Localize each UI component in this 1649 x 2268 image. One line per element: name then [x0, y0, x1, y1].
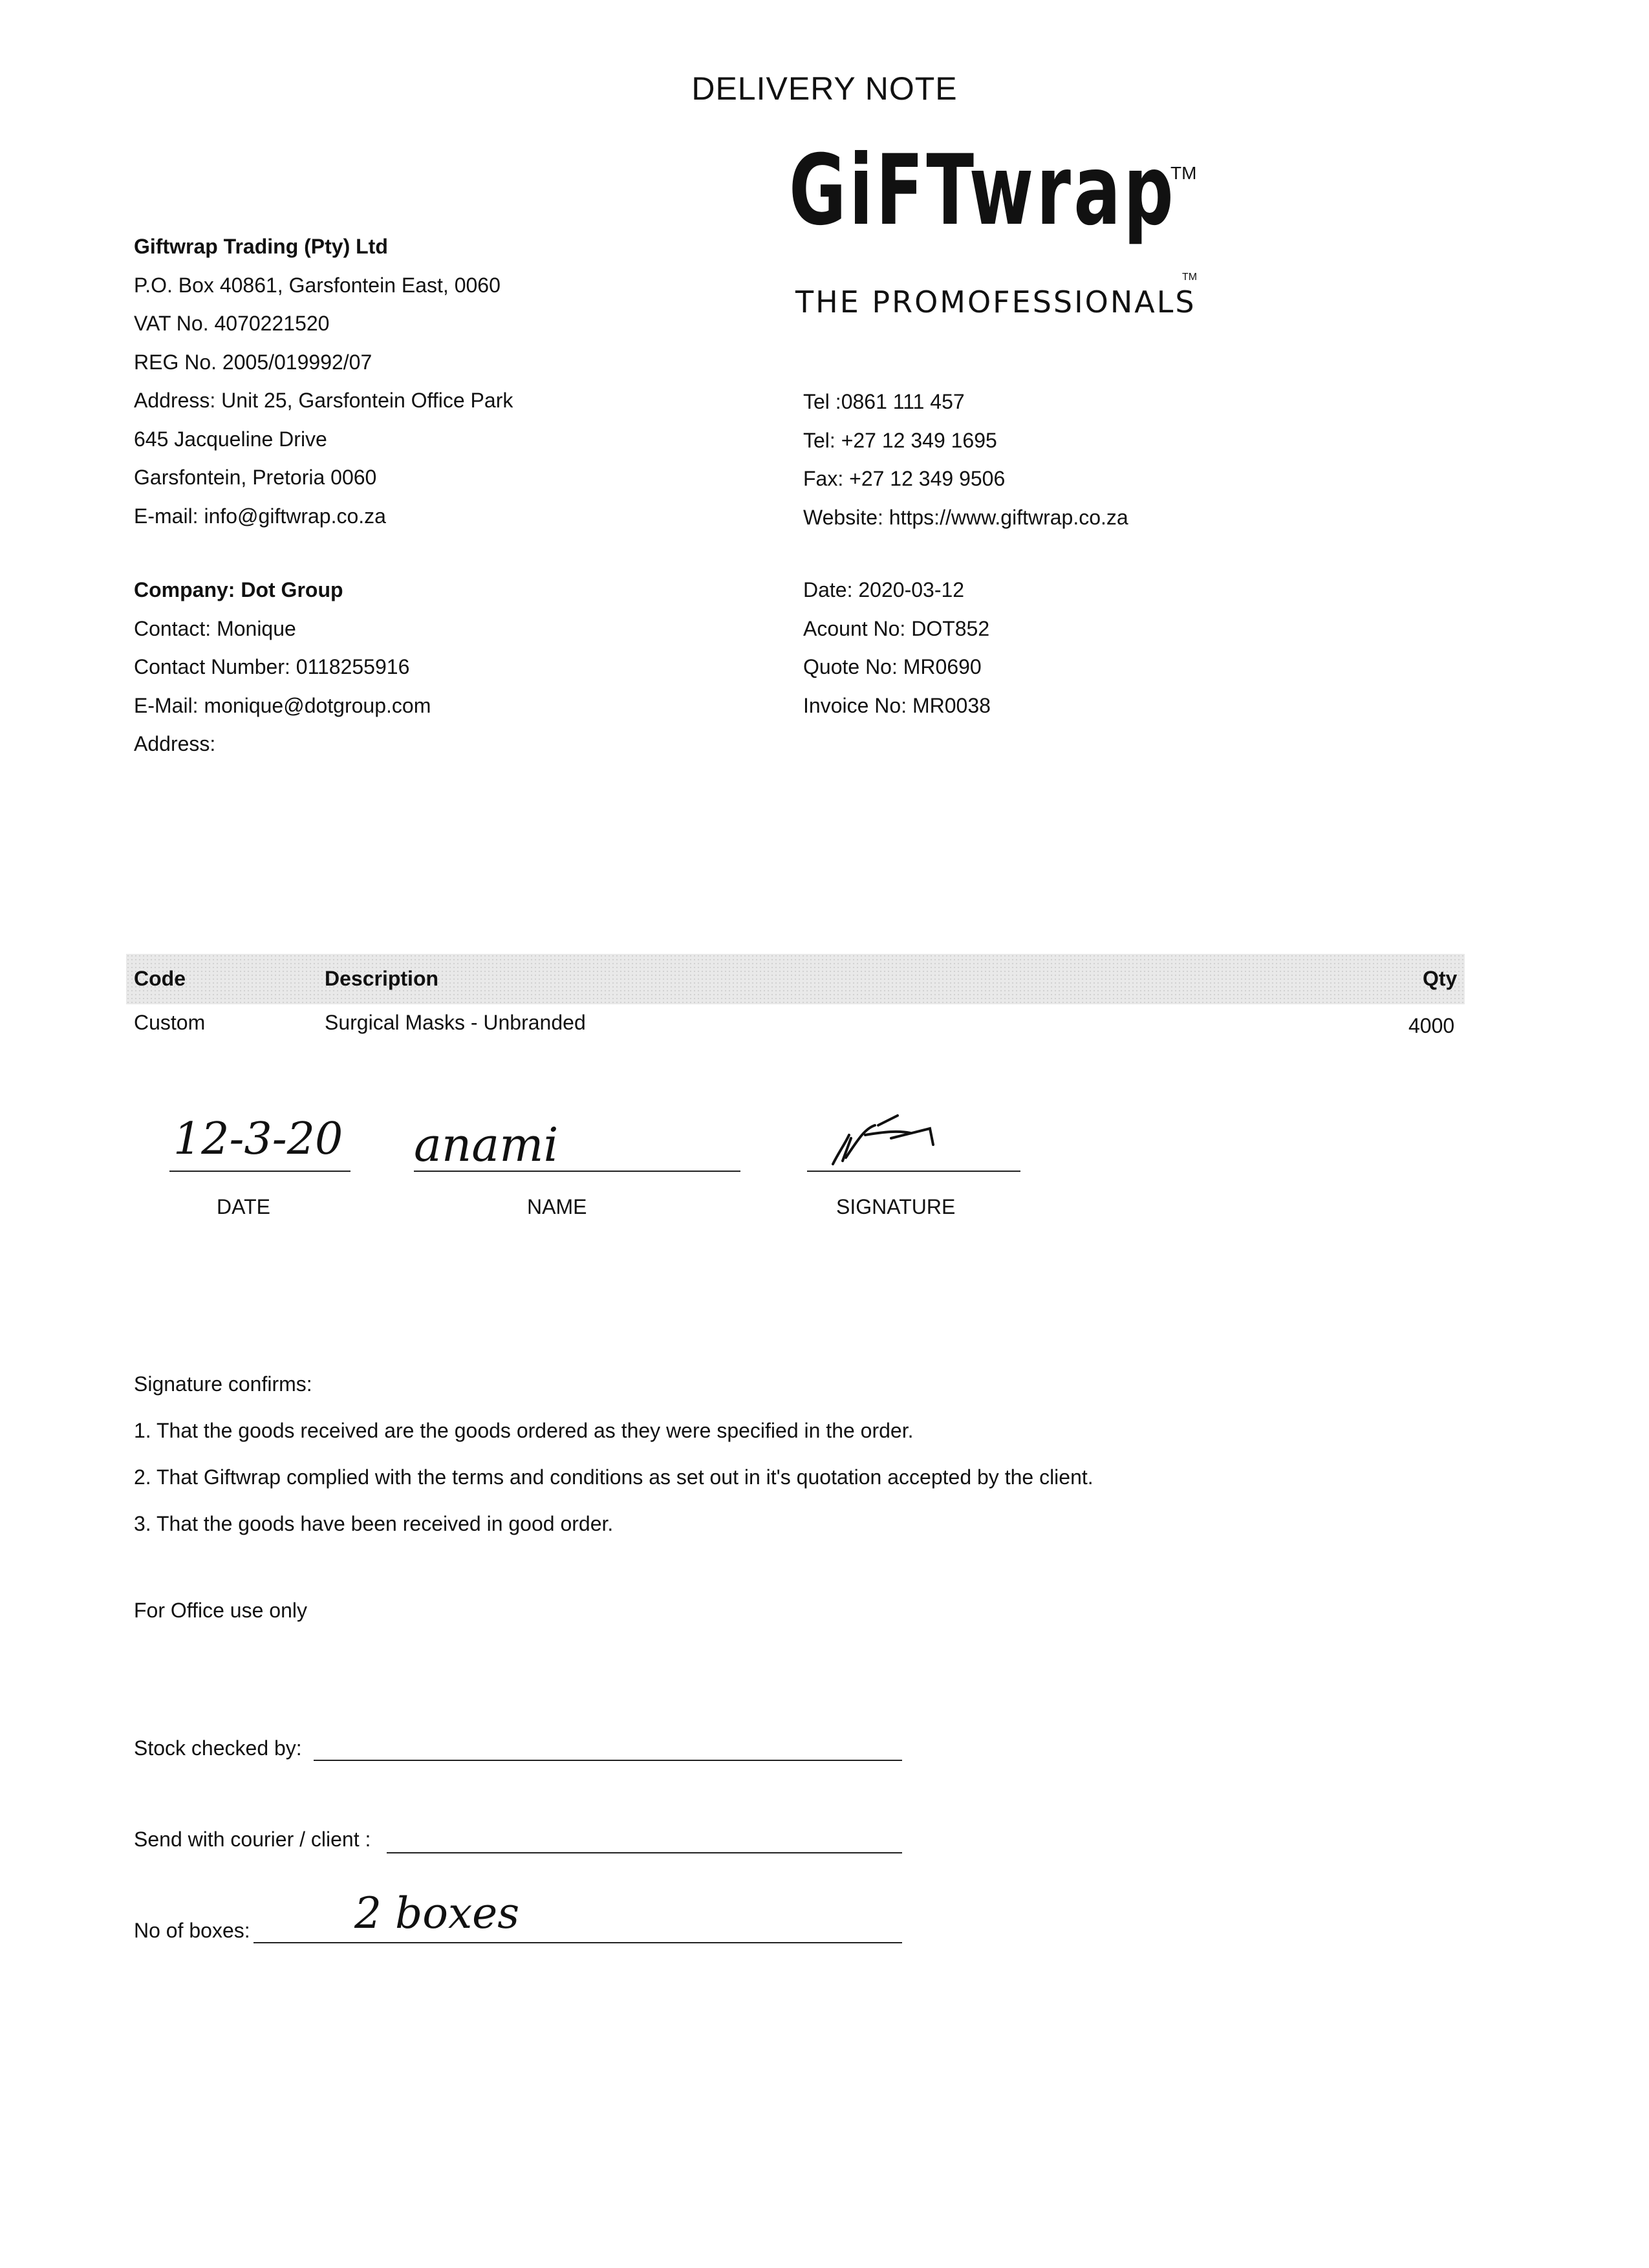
no-of-boxes-field: [253, 1942, 902, 1943]
sender-po-box: P.O. Box 40861, Garsfontein East, 0060: [134, 273, 501, 297]
confirmation-item: 1. That the goods received are the goods ordered as they were specified in the order.: [134, 1419, 914, 1442]
column-header-description: Description: [325, 967, 439, 990]
date-label: DATE: [217, 1195, 270, 1218]
send-with-label: Send with courier / client :: [134, 1828, 371, 1851]
contact-website: Website: https://www.giftwrap.co.za: [803, 505, 1128, 529]
column-header-code: Code: [134, 967, 186, 990]
stock-checked-field: [314, 1760, 902, 1761]
invoice-date: Date: 2020-03-12: [803, 578, 965, 601]
sender-reg: REG No. 2005/019992/07: [134, 350, 372, 374]
tagline-trademark: TM: [1182, 272, 1198, 283]
handwritten-boxes: 2 boxes: [354, 1888, 520, 1938]
column-header-qty: Qty: [1423, 967, 1458, 990]
send-with-field: [387, 1852, 902, 1853]
contact-fax: Fax: +27 12 349 9506: [803, 467, 1006, 490]
document-title: DELIVERY NOTE: [691, 70, 958, 107]
sender-email: E-mail: info@giftwrap.co.za: [134, 504, 386, 528]
customer-contact: Contact: Monique: [134, 616, 296, 640]
sender-details: [134, 228, 513, 535]
handwritten-date: 12-3-20: [173, 1114, 343, 1165]
row-code: Custom: [134, 1011, 206, 1034]
contact-tel-2: Tel: +27 12 349 1695: [803, 428, 997, 452]
date-line: [169, 1171, 350, 1172]
customer-email: E-Mail: monique@dotgroup.com: [134, 693, 431, 717]
confirmation-item: 3. That the goods have been received in good order.: [134, 1512, 614, 1535]
invoice-number: Invoice No: MR0038: [803, 693, 991, 717]
row-qty: 4000: [1408, 1014, 1455, 1037]
customer-company: Company: Dot Group: [134, 578, 343, 601]
contact-tel-1: Tel :0861 111 457: [803, 390, 965, 413]
invoice-account-no: Acount No: DOT852: [803, 616, 990, 640]
sender-vat: VAT No. 4070221520: [134, 312, 330, 335]
handwritten-name: anami: [414, 1118, 559, 1172]
sender-name: Giftwrap Trading (Pty) Ltd: [134, 235, 388, 258]
signature-image: [820, 1099, 988, 1177]
invoice-details: [803, 571, 991, 725]
signature-confirmation: [134, 1361, 1094, 1547]
customer-contact-number: Contact Number: 0118255916: [134, 655, 410, 678]
customer-details: [134, 571, 431, 764]
row-description: Surgical Masks - Unbranded: [325, 1011, 586, 1034]
giftwrap-logo: GiFTwrap: [789, 135, 1177, 247]
name-label: NAME: [527, 1195, 587, 1218]
confirmation-item: 2. That Giftwrap complied with the terms and conditions as set out in it's quotation accepted by the client.: [134, 1465, 1094, 1489]
signature-line: [807, 1171, 1020, 1172]
logo-trademark: TM: [1170, 163, 1197, 183]
sender-address-1: Address: Unit 25, Garsfontein Office Park: [134, 389, 513, 412]
name-line: [414, 1171, 740, 1172]
contact-details: [803, 383, 1128, 537]
stock-checked-label: Stock checked by:: [134, 1736, 302, 1760]
confirmation-heading: Signature confirms:: [134, 1372, 312, 1396]
logo-tagline: THE PROMOFESSIONALS: [795, 285, 1196, 319]
signature-label: SIGNATURE: [836, 1195, 956, 1218]
invoice-quote-no: Quote No: MR0690: [803, 655, 982, 678]
no-of-boxes-label: No of boxes:: [134, 1919, 250, 1942]
customer-address: Address:: [134, 732, 216, 755]
office-use-heading: For Office use only: [134, 1599, 307, 1622]
sender-address-2: 645 Jacqueline Drive: [134, 427, 327, 451]
sender-address-3: Garsfontein, Pretoria 0060: [134, 466, 377, 489]
